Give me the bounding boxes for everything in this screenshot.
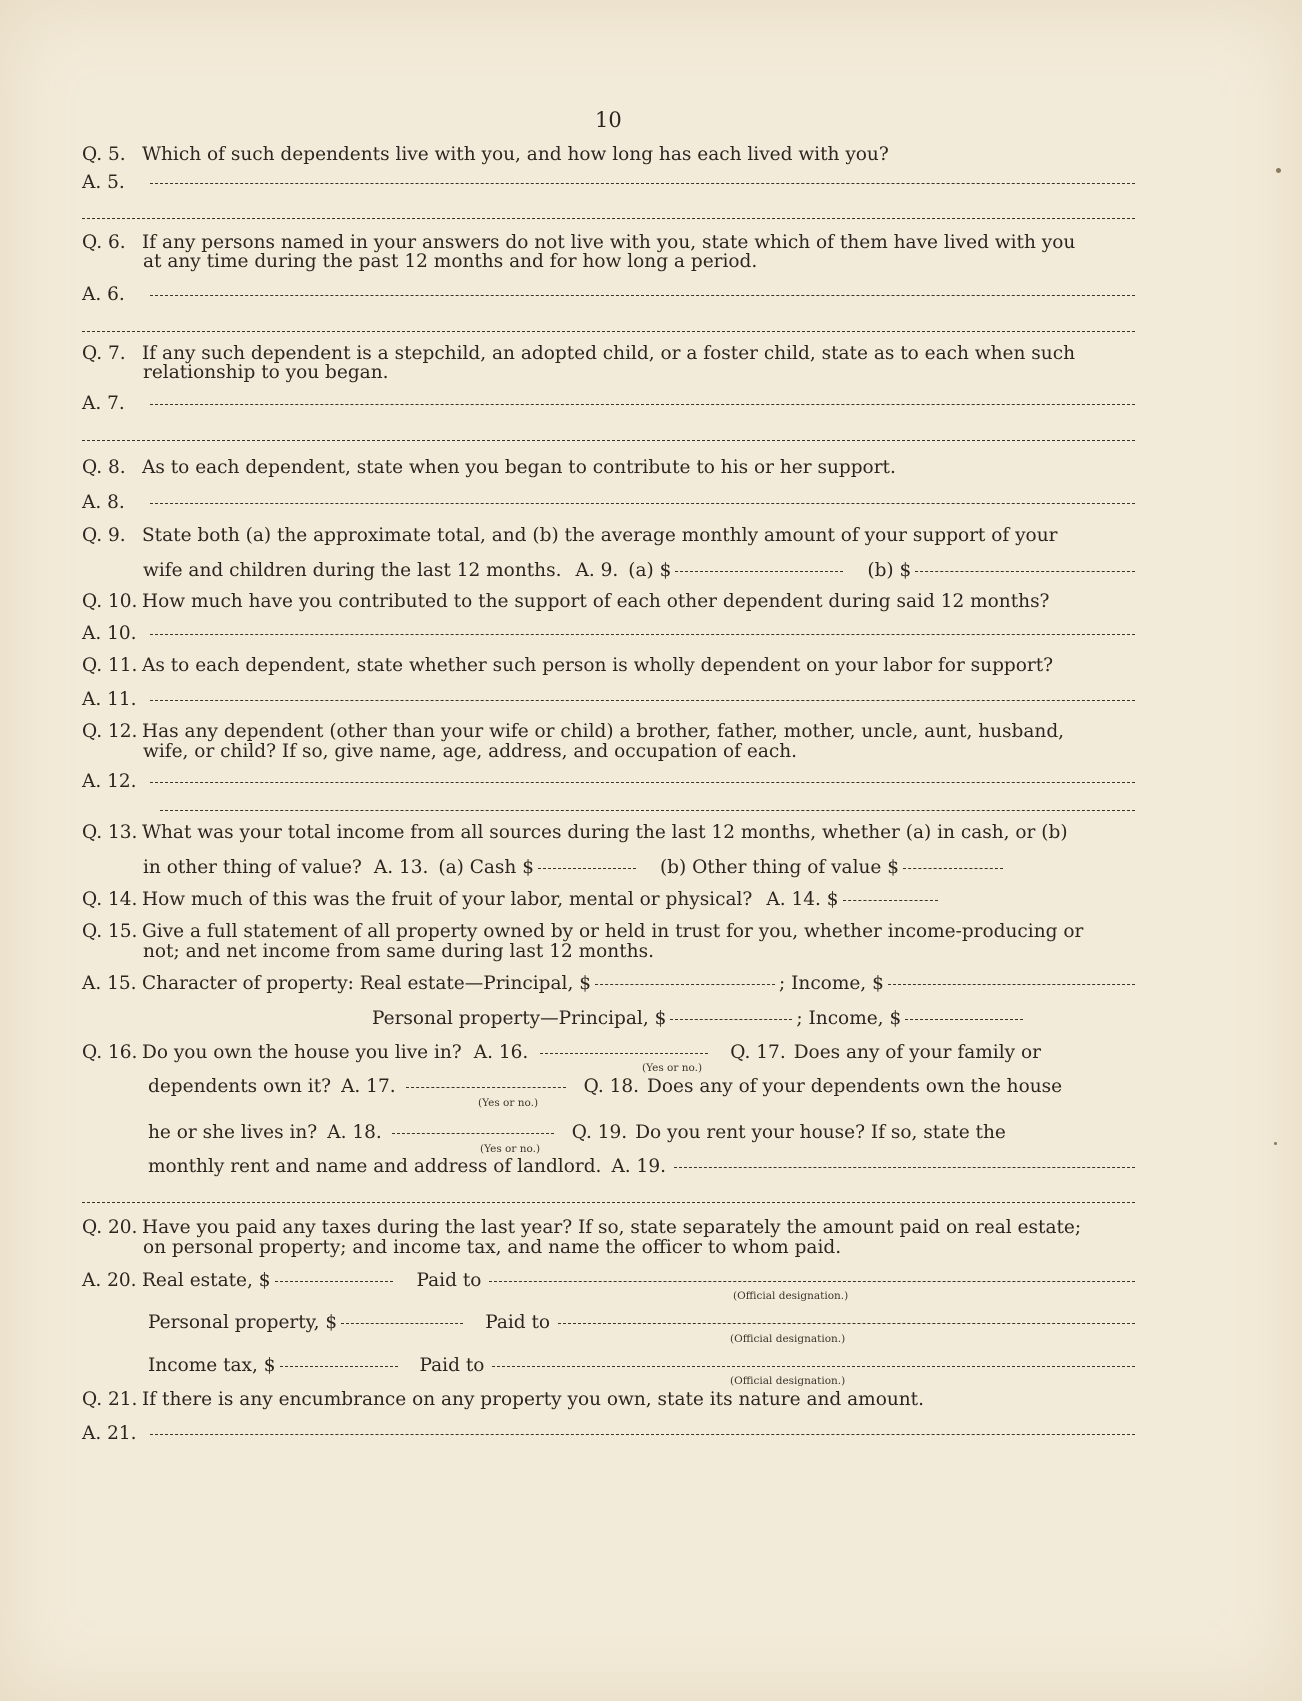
question-20 <box>82 1217 1135 1239</box>
answer-21 <box>82 1423 1135 1445</box>
answer-label: A. 21. <box>82 1423 137 1444</box>
cash-label: (a) Cash $ <box>438 857 534 878</box>
question-text: If any such dependent is a stepchild, an adopted child, or a foster child, state as to each when such <box>142 343 1075 364</box>
question-label: Q. 15. <box>82 921 138 942</box>
question-13 <box>82 822 1135 844</box>
question-label: Q. 18. <box>583 1076 640 1097</box>
question-label: Q. 8. <box>82 457 126 478</box>
question-9 <box>82 525 1135 547</box>
question-18-cont <box>148 1122 1135 1144</box>
other-value-label: (b) Other thing of value $ <box>659 857 899 878</box>
question-text: Do you own the house you live in? <box>142 1042 462 1063</box>
paper-mark <box>1274 1142 1277 1145</box>
question-label: Q. 11. <box>82 655 138 676</box>
answer-15-personal <box>372 1008 1072 1030</box>
answer-label: A. 20. <box>82 1270 137 1291</box>
question-19-cont <box>148 1156 1135 1178</box>
question-label: Q. 17. <box>730 1042 786 1063</box>
question-label: Q. 20. <box>82 1217 138 1238</box>
part-a-label: (a) $ <box>628 560 672 581</box>
question-text: Do you rent your house? If so, state the <box>635 1122 1006 1143</box>
answer-line[interactable] <box>150 390 1135 405</box>
question-text: What was your total income from all sources during the last 12 months, whether (a) in cash, or (b) <box>142 822 1068 843</box>
income-label: ; Income, $ <box>796 1008 902 1029</box>
official-designation-note: (Official designation.) <box>733 1290 849 1302</box>
answer-label: A. 13. <box>373 857 429 878</box>
question-label: Q. 9. <box>82 525 126 546</box>
question-text-cont: relationship to you began. <box>143 362 389 383</box>
question-15 <box>82 921 1135 943</box>
question-10 <box>82 591 1135 613</box>
answer-line[interactable] <box>82 1202 1135 1203</box>
other-value-field[interactable] <box>903 854 1003 869</box>
income-tax-label: Income tax, $ <box>148 1355 276 1376</box>
answer-20-income <box>148 1355 1135 1377</box>
personal-property-label: Personal property—Principal, $ <box>372 1008 667 1029</box>
answer-11 <box>82 689 1135 711</box>
answer-line[interactable] <box>150 489 1135 504</box>
question-text: Which of such dependents live with you, and how long has each lived with you? <box>142 144 889 165</box>
official-designation-note: (Official designation.) <box>730 1375 846 1387</box>
answer-field[interactable] <box>406 1073 566 1088</box>
question-text: If any persons named in your answers do not live with you, state which of them have lived with you <box>142 232 1076 253</box>
question-label: Q. 10. <box>82 591 138 612</box>
question-text-cont: dependents own it? <box>148 1076 332 1097</box>
answer-10 <box>82 623 1135 645</box>
question-text: Have you paid any taxes during the last year? If so, state separately the amount paid on real estate; <box>142 1217 1082 1238</box>
answer-line[interactable] <box>150 1420 1135 1435</box>
answer-label: A. 18. <box>327 1122 382 1143</box>
question-11 <box>82 655 1135 677</box>
question-text: How much of this was the fruit of your labor, mental or physical? <box>142 889 753 910</box>
paid-to-label: Paid to <box>416 1270 482 1291</box>
answer-20-real-estate <box>82 1270 1135 1292</box>
answer-line[interactable] <box>82 440 1135 441</box>
real-estate-tax-field[interactable] <box>275 1267 393 1282</box>
part-a-field[interactable] <box>675 557 843 572</box>
yes-no-note: (Yes or no.) <box>642 1062 703 1074</box>
yes-no-note: (Yes or no.) <box>480 1143 541 1155</box>
question-text: If there is any encumbrance on any property you own, state its nature and amount. <box>142 1389 924 1410</box>
question-text: As to each dependent, state whether such person is wholly dependent on your labor for support? <box>142 655 1054 676</box>
question-17-cont <box>148 1076 1135 1098</box>
answer-line[interactable] <box>674 1153 1135 1168</box>
personal-income-field[interactable] <box>905 1005 1023 1020</box>
question-label: Q. 5. <box>82 144 126 165</box>
yes-no-note: (Yes or no.) <box>478 1097 539 1109</box>
answer-label: A. 8. <box>82 492 125 513</box>
question-text-cont: at any time during the past 12 months and for how long a period. <box>143 251 758 272</box>
question-text: State both (a) the approximate total, and (b) the average monthly amount of your support of your <box>142 525 1058 546</box>
answer-label: A. 19. <box>611 1156 666 1177</box>
cash-field[interactable] <box>538 854 636 869</box>
question-text-cont: wife, or child? If so, give name, age, address, and occupation of each. <box>143 741 798 762</box>
income-paid-to-field[interactable] <box>492 1352 1135 1367</box>
real-estate-label: Character of property: Real estate—Principal, $ <box>142 973 591 994</box>
answer-label: A. 7. <box>82 393 125 414</box>
answer-line[interactable] <box>150 620 1135 635</box>
answer-line[interactable] <box>150 686 1135 701</box>
answer-label: A. 16. <box>473 1042 529 1063</box>
question-label: Q. 19. <box>571 1122 628 1143</box>
question-14 <box>82 889 1135 911</box>
answer-label: A. 17. <box>341 1076 396 1097</box>
personal-tax-field[interactable] <box>341 1309 463 1324</box>
question-text-cont: wife and children during the last 12 months. <box>143 560 562 581</box>
question-text-cont: not; and net income from same during last 12 months. <box>143 941 654 962</box>
answer-label: A. 9. <box>575 560 619 581</box>
answer-label: A. 10. <box>82 623 137 644</box>
question-label: Q. 21. <box>82 1389 138 1410</box>
question-21 <box>82 1389 1135 1411</box>
question-9-cont <box>143 560 1135 582</box>
personal-principal-field[interactable] <box>670 1005 792 1020</box>
question-text-cont: in other thing of value? <box>143 857 362 878</box>
question-text: Does any of your dependents own the house <box>647 1076 1063 1097</box>
answer-7 <box>82 393 1135 415</box>
answer-5 <box>82 172 1135 194</box>
answer-field[interactable] <box>843 886 938 901</box>
answer-line[interactable] <box>82 218 1135 219</box>
answer-6 <box>82 284 1135 306</box>
official-designation-note: (Official designation.) <box>730 1333 846 1345</box>
answer-label: A. 14. $ <box>766 889 839 910</box>
question-text: As to each dependent, state when you began to contribute to his or her support. <box>142 457 896 478</box>
answer-15 <box>82 973 1135 995</box>
question-13-cont <box>143 857 1135 879</box>
answer-label: A. 15. <box>82 973 137 994</box>
question-label: Q. 16. <box>82 1042 138 1063</box>
paid-to-label: Paid to <box>419 1355 485 1376</box>
question-12 <box>82 721 1135 743</box>
question-16 <box>82 1042 1135 1064</box>
answer-label: A. 5. <box>82 172 125 193</box>
answer-line[interactable] <box>160 810 1135 811</box>
part-b-field[interactable] <box>915 557 1135 572</box>
real-estate-principal-field[interactable] <box>595 970 775 985</box>
answer-20-personal <box>148 1312 1135 1334</box>
question-label: Q. 7. <box>82 343 126 364</box>
answer-label: A. 11. <box>82 689 137 710</box>
question-text: How much have you contributed to the support of each other dependent during said 12 months? <box>142 591 1050 612</box>
income-tax-field[interactable] <box>280 1352 398 1367</box>
question-label: Q. 6. <box>82 232 126 253</box>
answer-line[interactable] <box>150 768 1135 783</box>
question-label: Q. 12. <box>82 721 138 742</box>
paid-to-label: Paid to <box>485 1312 551 1333</box>
answer-field[interactable] <box>540 1039 708 1054</box>
real-estate-paid-to-field[interactable] <box>489 1267 1135 1282</box>
answer-label: A. 6. <box>82 284 125 305</box>
question-text: Has any dependent (other than your wife or child) a brother, father, mother, uncle, aunt, husband, <box>142 721 1065 742</box>
question-text: Does any of your family or <box>793 1042 1041 1063</box>
personal-property-label: Personal property, $ <box>148 1312 338 1333</box>
income-label: ; Income, $ <box>778 973 884 994</box>
question-5 <box>82 144 1135 166</box>
question-text-cont: he or she lives in? <box>148 1122 318 1143</box>
answer-label: A. 12. <box>82 771 137 792</box>
part-b-label: (b) $ <box>867 560 912 581</box>
question-label: Q. 14. <box>82 889 138 910</box>
answer-field[interactable] <box>392 1119 554 1134</box>
answer-line[interactable] <box>82 331 1135 332</box>
question-text: Give a full statement of all property owned by or held in trust for you, whether income-producing or <box>142 921 1084 942</box>
question-text-cont: monthly rent and name and address of landlord. <box>148 1156 602 1177</box>
answer-12 <box>82 771 1135 793</box>
answer-line[interactable] <box>150 281 1135 296</box>
answer-line[interactable] <box>150 169 1135 184</box>
personal-paid-to-field[interactable] <box>558 1309 1135 1324</box>
real-estate-income-field[interactable] <box>888 970 1135 985</box>
real-estate-label: Real estate, $ <box>142 1270 271 1291</box>
question-text-cont: on personal property; and income tax, and name the officer to whom paid. <box>143 1237 842 1258</box>
paper-mark <box>1276 168 1281 173</box>
question-8 <box>82 457 1135 479</box>
page-number: 10 <box>595 108 622 132</box>
question-label: Q. 13. <box>82 822 138 843</box>
answer-8 <box>82 492 1135 514</box>
